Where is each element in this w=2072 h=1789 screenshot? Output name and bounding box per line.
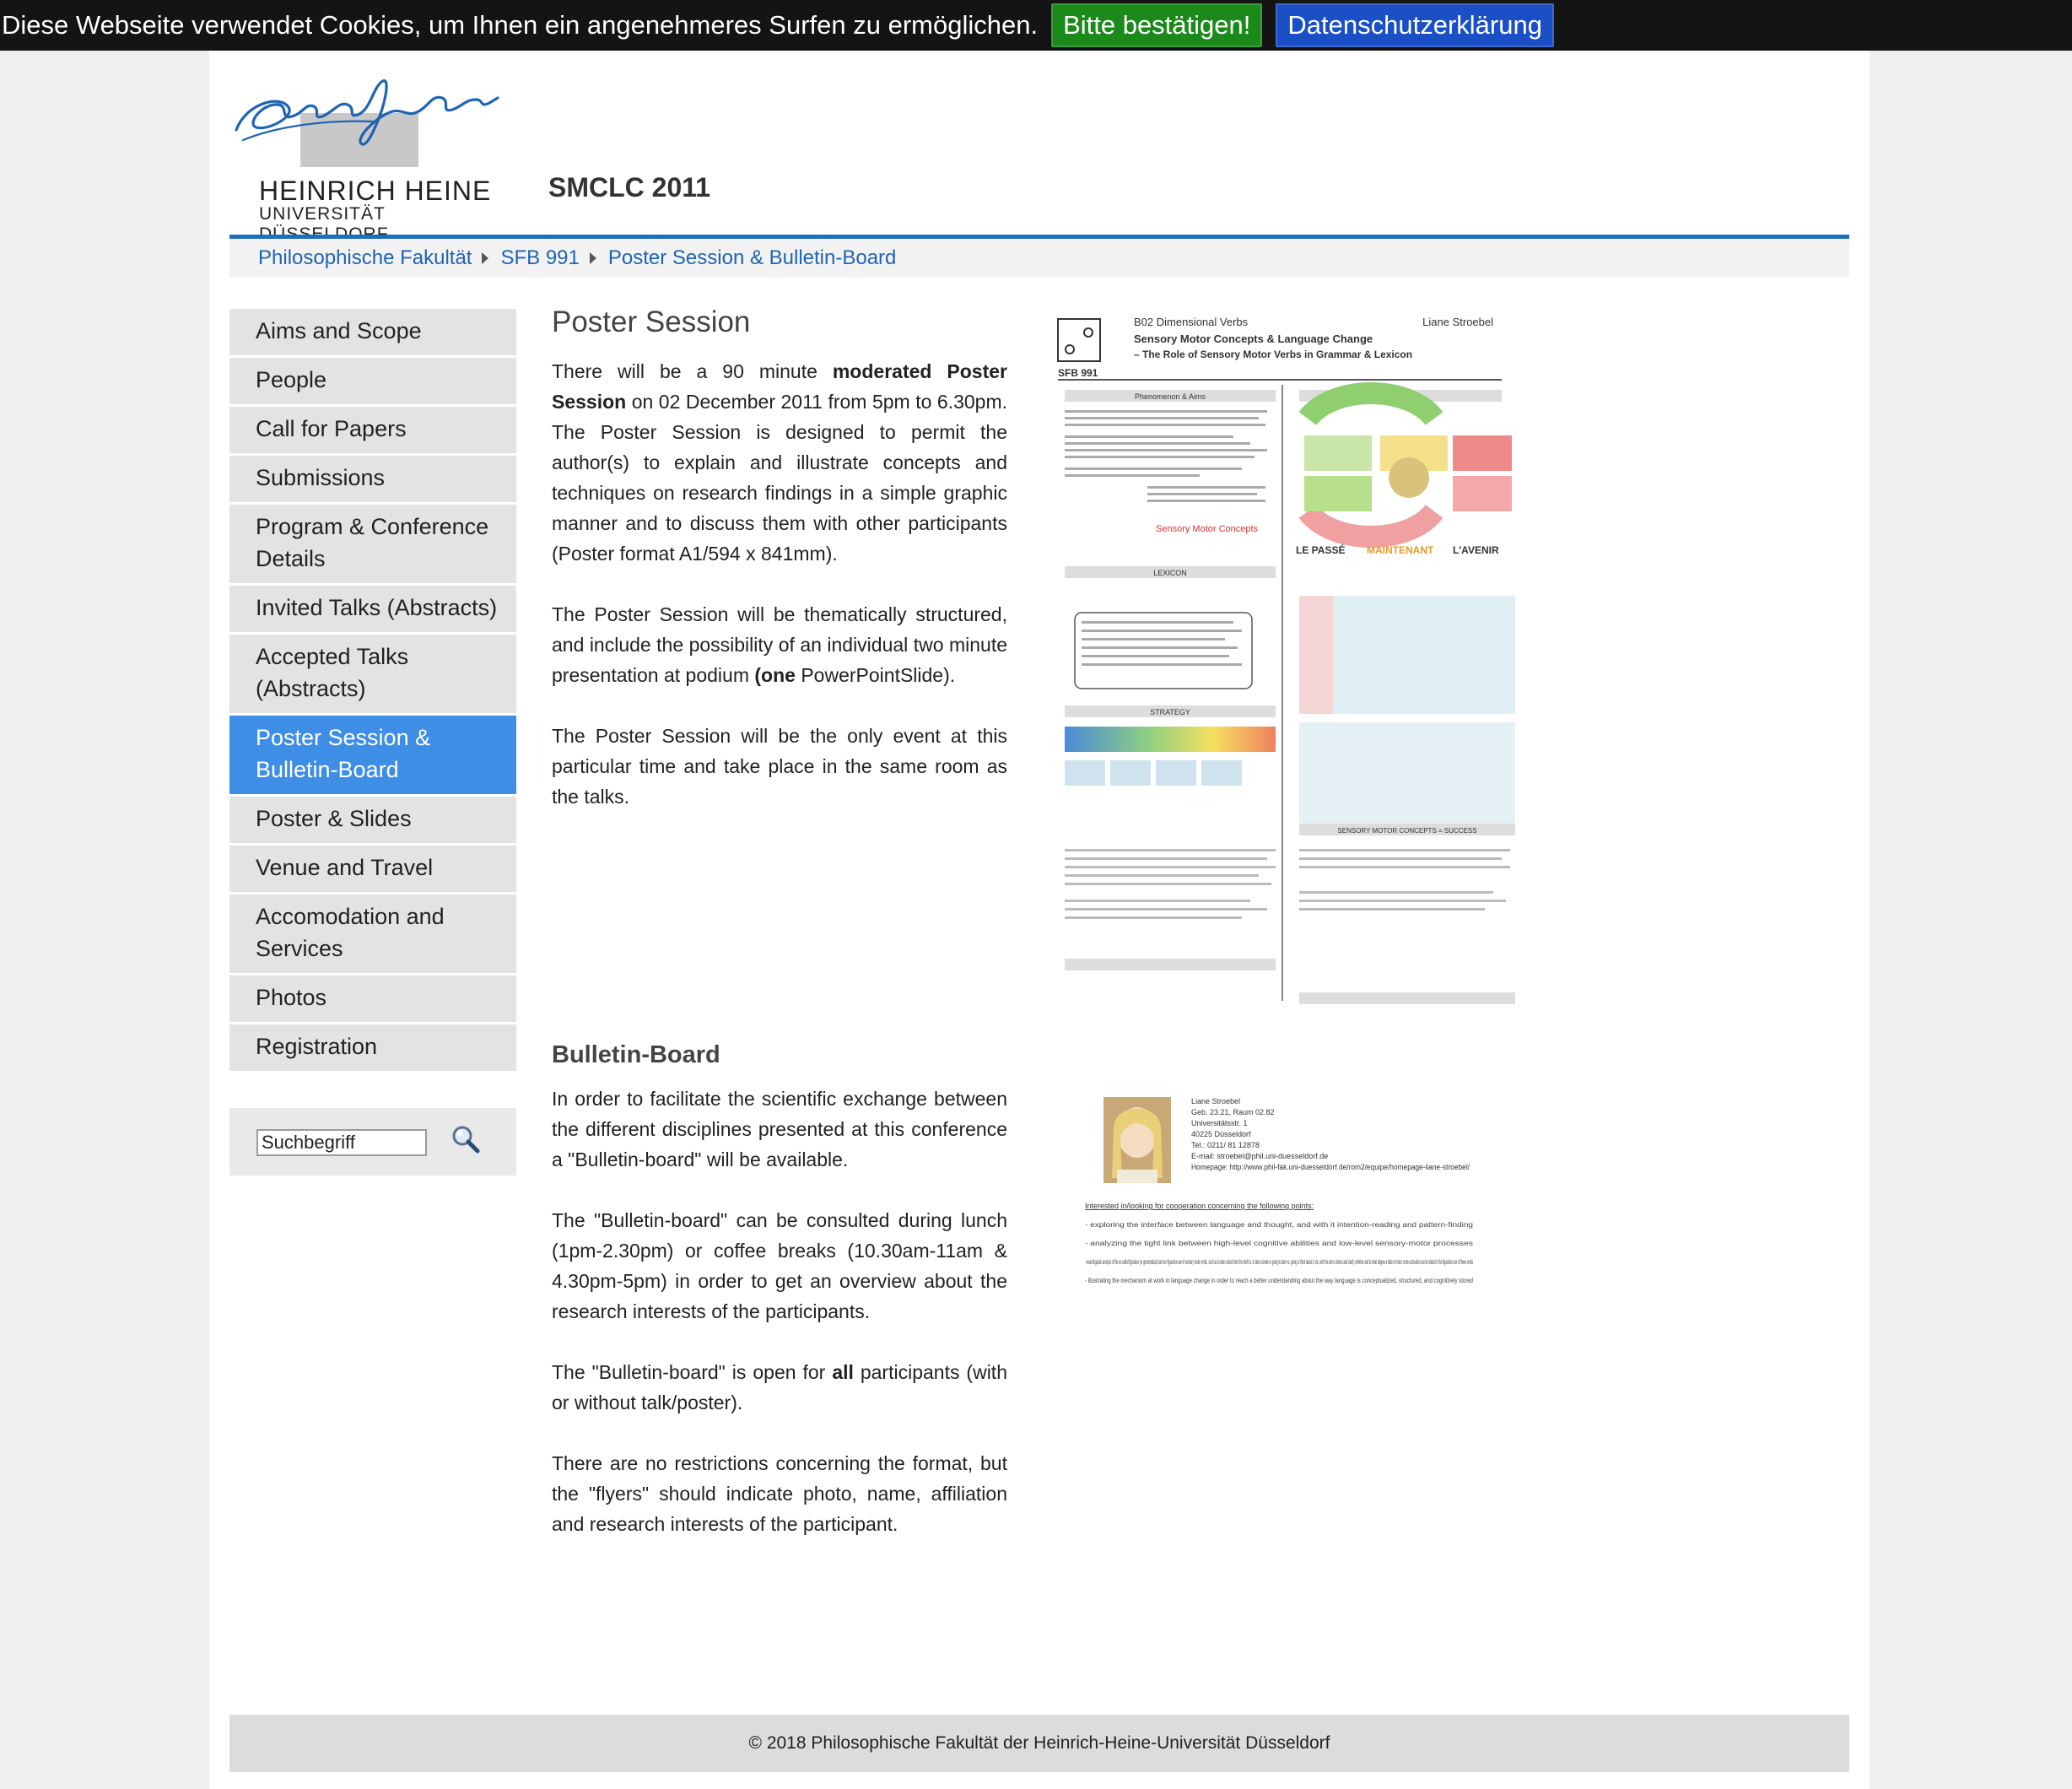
footer-copyright: © 2018 Philosophische Fakultät der Heinrich-Heine-Universität Düsseldorf: [748, 1733, 1330, 1753]
sidebar-item-call-for-papers[interactable]: Call for Papers: [229, 407, 516, 456]
flyer-line-5: Tel.: 0211/ 81 12878: [1191, 1141, 1260, 1149]
flyer-line-2: Geb. 23.21, Raum 02.82: [1191, 1108, 1275, 1116]
logo-university: UNIVERSITÄT: [259, 204, 386, 224]
sidebar-item-venue[interactable]: Venue and Travel: [229, 846, 516, 894]
search-input[interactable]: [256, 1129, 427, 1156]
sidebar-item-people[interactable]: People: [229, 358, 516, 407]
cookie-accept-button[interactable]: Bitte bestätigen!: [1051, 3, 1262, 47]
sidebar-item-aims[interactable]: Aims and Scope: [229, 309, 516, 358]
poster-passe: LE PASSÉ: [1296, 544, 1346, 556]
flyer-heading: Interested in/looking for cooperation concerning the following points:: [1085, 1202, 1314, 1210]
poster-avenir: L'AVENIR: [1453, 544, 1499, 556]
poster-success: SENSORY MOTOR CONCEPTS = SUCCESS: [1337, 827, 1477, 835]
logo-name: HEINRICH HEINE: [259, 176, 492, 206]
bulletin-board-section: [552, 1038, 1007, 1570]
flyer-thumbnail[interactable]: [1078, 1094, 1483, 1381]
flyer-line-4: 40225 Düsseldorf: [1191, 1130, 1251, 1138]
poster-session-section: [552, 304, 1007, 842]
flyer-bullet-2: - analyzing the tight link between high-level cognitive abilities and low-level sensory-motor processes: [1085, 1240, 1473, 1247]
poster-session-paragraph-1: There will be a 90 minute moderated Poster Session on 02 December 2011 from 5pm to 6.30pm. The Poster Session is designed to permit the author(s) to explain and illustrate concepts and techniques on research findings in a simple graphic manner and to discuss them with other participants (Poster format A1/594 x 841mm).: [552, 360, 1007, 565]
poster-strategy: STRATEGY: [1150, 708, 1190, 716]
university-logo[interactable]: [229, 69, 499, 255]
cookie-banner: [0, 0, 2072, 51]
poster-lexicon: LEXICON: [1153, 569, 1187, 577]
bulletin-paragraph-3: The "Bulletin-board" is open for all participants (with or without talk/poster).: [552, 1361, 1007, 1413]
poster-concepts: Sensory Motor Concepts: [1156, 524, 1259, 534]
breadcrumb-sfb[interactable]: SFB 991: [500, 246, 580, 269]
breadcrumb-current[interactable]: Poster Session & Bulletin-Board: [607, 246, 897, 269]
poster-session-paragraph-3: The Poster Session will be the only event at this particular time and take place in the same room as the talks.: [552, 725, 1007, 808]
sidebar-item-invited-talks[interactable]: Invited Talks (Abstracts): [229, 586, 516, 635]
breadcrumb-faculty[interactable]: Philosophische Fakultät: [258, 246, 472, 269]
poster-title-2: – The Role of Sensory Motor Verbs in Grammar & Lexicon: [1134, 349, 1413, 360]
flyer-line-3: Universitätsstr. 1: [1191, 1119, 1248, 1127]
search-icon[interactable]: [451, 1124, 481, 1154]
bulletin-paragraph-4: There are no restrictions concerning the format, but the "flyers" should indicate photo, name, affiliation and research interests of the participant.: [552, 1452, 1007, 1535]
bulletin-paragraph-1: In order to facilitate the scientific exchange between the different disciplines presented at this conference a "Bulletin-board" will be available.: [552, 1088, 1007, 1170]
bulletin-paragraph-2: The "Bulletin-board" can be consulted during lunch (1pm-2.30pm) or coffee breaks (10.30am-11am & 4.30pm-5pm) in order to get an overview about the research interests of the participants.: [552, 1209, 1007, 1322]
search-box: [229, 1108, 516, 1176]
sidebar-nav: [229, 309, 516, 1073]
poster-maintenant: MAINTENANT: [1367, 544, 1434, 556]
flyer-bullet-4: - illustrating the mechanism at work in language change in order to reach a better understanding about the way language is conceptualized, structured, and cognitively stored: [1085, 1277, 1473, 1284]
page-container: [209, 51, 1870, 1789]
signature-logo-icon: [229, 69, 499, 162]
poster-title-1: Sensory Motor Concepts & Language Change: [1134, 332, 1373, 345]
sidebar-item-poster-session[interactable]: Poster Session & Bulletin-Board: [229, 716, 516, 797]
poster-header-right: Liane Stroebel: [1422, 316, 1493, 328]
flyer-name: Liane Stroebel: [1191, 1097, 1241, 1105]
sidebar-item-photos[interactable]: Photos: [229, 976, 516, 1024]
sidebar-item-poster-slides[interactable]: Poster & Slides: [229, 797, 516, 846]
flyer-line-7: Homepage: http://www.phil-fak.uni-duesseldorf.de/rom2/equipe/homepage-liane-stroebel/: [1191, 1163, 1470, 1171]
flyer-line-6: E-mail: stroebel@phil.uni-duesseldorf.de: [1191, 1152, 1329, 1160]
poster-session-title: Poster Session: [552, 305, 751, 338]
sidebar-item-accepted-talks[interactable]: Accepted Talks (Abstracts): [229, 635, 516, 716]
poster-header-left: B02 Dimensional Verbs: [1134, 316, 1249, 328]
cookie-message: Diese Webseite verwendet Cookies, um Ihnen ein angenehmeres Surfen zu ermöglichen.: [2, 10, 1039, 40]
poster-col1-head: Phenomenon & Aims: [1134, 392, 1206, 401]
poster-session-paragraph-2: The Poster Session will be thematically structured, and include the possibility of an individual two minute presentation at podium (one PowerPointSlide).: [552, 603, 1007, 686]
flyer-bullet-3: - neurolinguistic analysis of the so-called figurative (or grammatical) and non-figurative use of sensory motor verbs, such as to take a book from the shelf vs. to take a break or going to town vs. going to think about it, etc. with the aim to detect and clarify whether and to what degree a fade of motor cortex activation can be stated in the figurative use of these verbs: [1085, 1258, 1473, 1266]
privacy-policy-button[interactable]: Datenschutzerklärung: [1276, 3, 1554, 47]
sidebar-item-program[interactable]: Program & Conference Details: [229, 505, 516, 586]
poster-sfb: SFB 991: [1058, 367, 1098, 379]
sidebar-item-accomodation[interactable]: Accomodation and Services: [229, 894, 516, 976]
footer: [229, 1715, 1849, 1772]
site-title: SMCLC 2011: [548, 172, 711, 203]
bulletin-board-title: Bulletin-Board: [552, 1041, 720, 1068]
sidebar-item-submissions[interactable]: Submissions: [229, 456, 516, 505]
sidebar-item-registration[interactable]: Registration: [229, 1024, 516, 1073]
flyer-bullet-1: - exploring the interface between language and thought, and with it intention-reading and pattern-finding: [1085, 1221, 1473, 1229]
breadcrumb: [229, 239, 1849, 278]
poster-col2-head: GRAMMAR: [1380, 392, 1421, 401]
poster-thumbnail[interactable]: [1055, 309, 1524, 1018]
